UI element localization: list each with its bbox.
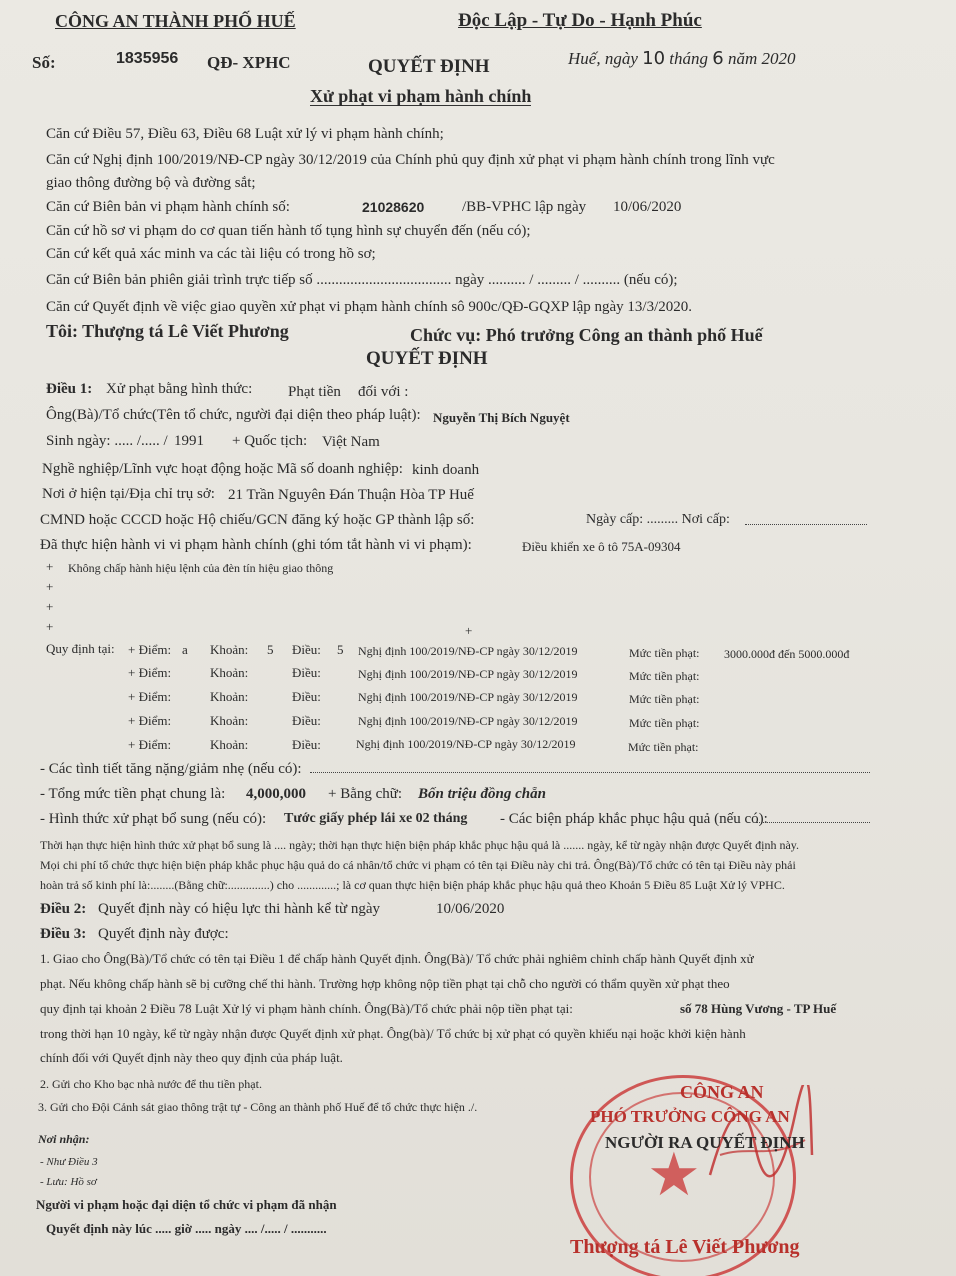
fine-label: Mức tiền phạt: <box>629 716 700 730</box>
address: 21 Trần Nguyên Đán Thuận Hòa TP Huế <box>228 487 474 503</box>
khoan-label: Khoản: <box>210 642 249 657</box>
remedy-label: - Các biện pháp khắc phục hậu quả (nếu có): <box>500 811 768 827</box>
penalty-para-1: Thời hạn thực hiện hình thức xử phạt bổ sung là .... ngày; thời hạn thực hiện biện pháp khắc phục hậu quả là ....... ngày, kể từ ngày nhận được Quyết định này. <box>40 838 799 852</box>
nationality: Việt Nam <box>322 434 380 450</box>
violation-item-1-plus: + <box>46 559 54 574</box>
dieu-label: Điều: <box>292 665 321 680</box>
record-date: 10/06/2020 <box>613 199 682 215</box>
diem-label: + Điểm: <box>128 713 172 728</box>
dieu3-line-7: 3. Gửi cho Đội Cảnh sát giao thông trật tự - Công an thành phố Huế để tổ chức thực hiện ./. <box>38 1100 478 1114</box>
fine-label: Mức tiền phạt: <box>629 692 700 706</box>
recipient-2: - Lưu: Hồ sơ <box>40 1176 97 1188</box>
basis-line-1: Căn cứ Điều 57, Điều 63, Điều 68 Luật xử lý vi phạm hành chính; <box>46 126 444 142</box>
dob-label: Sinh ngày: ..... /..... / <box>46 433 168 449</box>
date-prefix: Huế, ngày <box>568 49 638 68</box>
stamp-top-text: CÔNG AN <box>680 1082 764 1102</box>
dieu2-label: Điều 2: <box>40 901 87 917</box>
dieu3-label: Điều 3: <box>40 926 87 942</box>
basis-line-5: Căn cứ kết quả xác minh va các tài liệu có trong hồ sơ; <box>46 246 376 262</box>
fine-value: 3000.000đ đến 5000.000đ <box>724 647 850 661</box>
khoan-label: Khoản: <box>210 665 249 680</box>
document-title: QUYẾT ĐỊNH <box>368 56 490 77</box>
dieu-value: 5 <box>337 642 344 657</box>
dieu3-line-6: 2. Gửi cho Kho bạc nhà nước để thu tiền phạt. <box>40 1077 262 1091</box>
nationality-label: + Quốc tịch: <box>232 433 308 449</box>
dieu-label: Điều: <box>292 642 321 657</box>
dieu1-text: Xử phạt bằng hình thức: <box>106 381 253 397</box>
diem-value: a <box>182 642 188 657</box>
diem-label: + Điểm: <box>128 642 172 657</box>
job-label: Nghề nghiệp/Lĩnh vực hoạt động hoặc Mã số doanh nghiệp: <box>42 461 403 477</box>
dob-year: 1991 <box>174 433 204 449</box>
effective-date: 10/06/2020 <box>436 901 505 917</box>
basis-line-7: Căn cứ Quyết định về việc giao quyền xử phạt vi phạm hành chính sô 900c/QĐ-GQXP lập ngày 13/3/2020. <box>46 299 693 315</box>
dieu-label: Điều: <box>292 713 321 728</box>
penalty-para-2: Mọi chi phí tổ chức thực hiện biện pháp khắc phục hậu quả do cá nhân/tổ chức vi phạm có tên tại Điều này chi trả. Ông(Bà)/Tổ chức có tên tại Điều này phải <box>40 858 796 872</box>
dieu1-label: Điều 1: <box>46 381 93 397</box>
khoan-label: Khoản: <box>210 689 249 704</box>
total-fine-label: - Tổng mức tiền phạt chung là: <box>40 786 226 802</box>
dieu2-text: Quyết định này có hiệu lực thi hành kể từ ngày <box>98 901 381 917</box>
dieu3-text: Quyết định này được: <box>98 926 229 942</box>
star-icon: ★ <box>647 1142 701 1208</box>
aggravating-label: - Các tình tiết tăng nặng/giảm nhẹ (nếu có): <box>40 761 302 777</box>
decree: Nghị định 100/2019/NĐ-CP ngày 30/12/2019 <box>358 714 578 728</box>
regulation-label: Quy định tại: <box>46 641 115 656</box>
remedy-dots <box>756 822 870 823</box>
record-suffix: /BB-VPHC lập ngày <box>462 199 587 215</box>
violation-item-2-plus: + <box>46 579 54 594</box>
violation-item-4-plus: + <box>46 619 54 634</box>
in-words: Bốn triệu đồng chẵn <box>418 786 546 802</box>
person-name: Nguyễn Thị Bích Nguyệt <box>433 410 570 425</box>
record-number: 21028620 <box>362 199 425 215</box>
issue-place-dots <box>745 524 867 525</box>
khoan-value: 5 <box>267 642 274 657</box>
in-words-label: + Bằng chữ: <box>328 786 403 802</box>
issuer-name: Thượng tá Lê Viết Phương <box>570 1236 800 1258</box>
extra-penalty-label: - Hình thức xử phạt bổ sung (nếu có): <box>40 811 267 827</box>
dieu-label: Điều: <box>292 737 321 752</box>
address-label: Nơi ở hiện tại/Địa chỉ trụ sở: <box>42 486 215 502</box>
date-line <box>568 50 796 68</box>
decision-heading: QUYẾT ĐỊNH <box>366 348 488 369</box>
extra-penalty: Tước giấy phép lái xe 02 tháng <box>284 811 468 826</box>
document-subtitle: Xử phạt vi phạm hành chính <box>310 86 532 106</box>
payment-place: số 78 Hùng Vương - TP Huế <box>680 1001 837 1016</box>
basis-line-2: Căn cứ Nghị định 100/2019/NĐ-CP ngày 30/12/2019 của Chính phủ quy định xử phạt vi phạm hành chính trong lĩnh vực <box>46 152 775 168</box>
date-day: 10 <box>642 48 666 69</box>
dieu3-line-2: phạt. Nếu không chấp hành sẽ bị cưỡng chế thi hành. Trường hợp không nộp tiền phạt tại chỗ cho người có thẩm quyền xử phạt theo <box>40 976 730 991</box>
violation-item-4b-plus: + <box>465 623 473 638</box>
decree: Nghị định 100/2019/NĐ-CP ngày 30/12/2019 <box>358 644 578 658</box>
dieu3-line-4: trong thời hạn 10 ngày, kể từ ngày nhận được Quyết định xử phạt. Ông(bà)/ Tổ chức bị xử phạt có quyền khiếu nại hoặc khởi kiện hành <box>40 1026 746 1041</box>
violation-label: Đã thực hiện hành vi vi phạm hành chính (ghi tóm tắt hành vi vi phạm): <box>40 537 472 553</box>
diem-label: + Điểm: <box>128 665 172 680</box>
basis-line-3: Căn cứ Biên bản vi phạm hành chính số: <box>46 199 290 215</box>
so-number: 1835956 <box>116 50 179 67</box>
signer-name-line: Tôi: Thượng tá Lê Viết Phương <box>46 321 289 341</box>
recipients-label: Nơi nhận: <box>38 1132 90 1146</box>
fine-label: Mức tiền phạt: <box>628 740 699 754</box>
total-fine: 4,000,000 <box>246 786 306 802</box>
doi-voi: đối với : <box>358 384 409 400</box>
diem-label: + Điểm: <box>128 689 172 704</box>
dieu-label: Điều: <box>292 689 321 704</box>
id-label: CMND hoặc CCCD hoặc Hộ chiếu/GCN đăng ký hoặc GP thành lập số: <box>40 512 475 528</box>
motto: Độc Lập - Tự Do - Hạnh Phúc <box>458 10 702 31</box>
agency-name: CÔNG AN THÀNH PHỐ HUẾ <box>55 11 296 31</box>
decree: Nghị định 100/2019/NĐ-CP ngày 30/12/2019 <box>358 667 578 681</box>
diem-label: + Điểm: <box>128 737 172 752</box>
khoan-label: Khoản: <box>210 737 249 752</box>
khoan-label: Khoản: <box>210 713 249 728</box>
dieu3-line-5: chính đối với Quyết định này theo quy định của pháp luật. <box>40 1050 343 1065</box>
receiver-line-1: Người vi phạm hoặc đại diện tổ chức vi phạm đã nhận <box>36 1197 337 1212</box>
penalty-para-3: hoàn trả số kinh phí là:........(Bằng chữ:..............) cho .............; là cơ quan thực hiện biện pháp khắc phục hậu quả theo Khoản 5 Điều 85 Luật Xử lý VPHC. <box>40 878 785 892</box>
person-label: Ông(Bà)/Tổ chức(Tên tổ chức, người đại diện theo pháp luật): <box>46 407 421 423</box>
basis-line-6: Căn cứ Biên bản phiên giải trình trực tiếp số .................................... ngày .......... / ......... / .......... (nếu có); <box>46 272 678 288</box>
violation: Điều khiển xe ô tô 75A-09304 <box>522 539 681 554</box>
issue-info: Ngày cấp: ......... Nơi cấp: <box>586 512 730 527</box>
so-label: Số: <box>32 53 56 72</box>
job: kinh doanh <box>412 462 480 478</box>
violation-item-1: Không chấp hành hiệu lệnh của đèn tín hiệu giao thông <box>68 561 334 575</box>
dieu3-line-1: 1. Giao cho Ông(Bà)/Tổ chức có tên tại Điều 1 để chấp hành Quyết định. Ông(Bà)/ Tổ chức phải nghiêm chỉnh chấp hành Quyết định xử <box>40 951 754 966</box>
penalty-form: Phạt tiền <box>288 384 341 400</box>
decree: Nghị định 100/2019/NĐ-CP ngày 30/12/2019 <box>358 690 578 704</box>
basis-line-4: Căn cứ hồ sơ vi phạm do cơ quan tiến hành tố tụng hình sự chuyển đến (nếu có); <box>46 223 531 239</box>
signer-position: Chức vụ: Phó trưởng Công an thành phố Huế <box>410 325 763 345</box>
so-suffix: QĐ- XPHC <box>207 53 291 72</box>
stamp-middle-text: PHÓ TRƯỞNG CÔNG AN <box>590 1107 790 1126</box>
fine-label: Mức tiền phạt: <box>629 669 700 683</box>
date-year: năm 2020 <box>727 49 796 68</box>
recipient-1: - Như Điều 3 <box>40 1156 98 1168</box>
fine-label: Mức tiền phạt: <box>629 646 700 660</box>
issuer-heading: NGƯỜI RA QUYẾT ĐỊNH <box>605 1133 805 1152</box>
basis-line-2b: giao thông đường bộ và đường sắt; <box>46 175 256 191</box>
date-month-label: tháng <box>669 49 709 68</box>
dieu3-line-3: quy định tại khoản 2 Điều 78 Luật Xử lý vi phạm hành chính. Ông(Bà)/Tổ chức phải nộp tiền phạt tại: <box>40 1001 573 1016</box>
aggravating-dots <box>310 772 870 773</box>
decree: Nghị định 100/2019/NĐ-CP ngày 30/12/2019 <box>356 737 576 751</box>
receiver-line-2: Quyết định này lúc ..... giờ ..... ngày .... /..... / ........... <box>46 1221 327 1236</box>
date-month: 6 <box>712 48 724 69</box>
violation-item-3-plus: + <box>46 599 54 614</box>
